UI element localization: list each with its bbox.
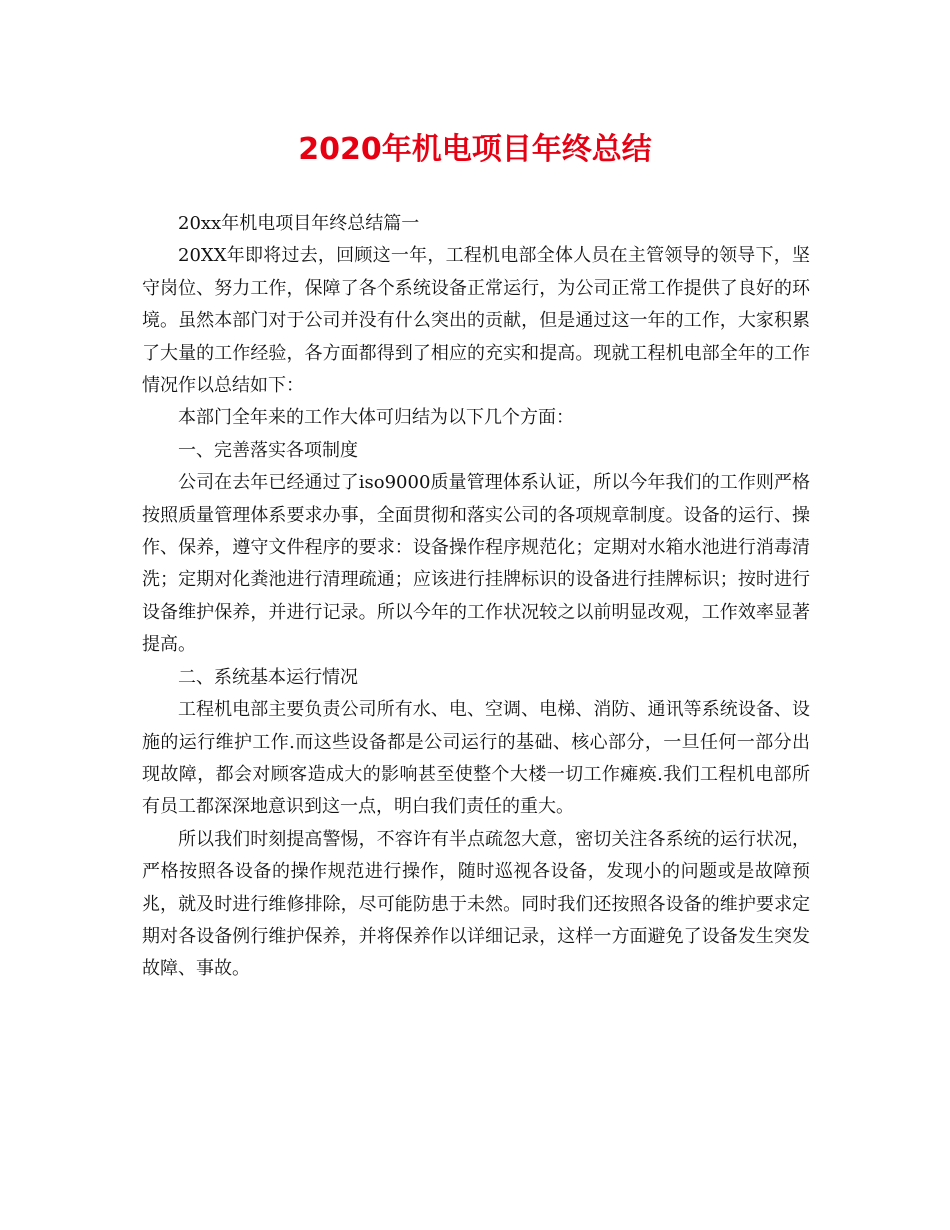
paragraph-section-heading: 20xx年机电项目年终总结篇一: [178, 213, 420, 234]
paragraph-intro: 20XX年即将过去，回顾这一年，工程机电部全体人员在主管领导的领导下，坚守岗位、努力工作，保障了各个系统设备正常运行，为公司正常工作提供了良好的环境。虽然本部门对于公司并没有什么突出的贡献，但是通过这一年的工作，大家积累了大量的工作经验，各方面都得到了相应的充实和提高。现就工程机电部全年的工作情况作以总结如下：: [142, 245, 810, 397]
heading-item-2: 二、系统基本运行情况: [178, 666, 358, 688]
paragraph-overview: 本部门全年来的工作大体可归结为以下几个方面：: [178, 407, 574, 429]
document-body: [142, 208, 810, 986]
page-title: 2020年机电项目年终总结: [298, 132, 652, 167]
paragraph-item-1: 公司在去年已经通过了iso9000质量管理体系认证，所以今年我们的工作则严格按照质量管理体系要求办事，全面贯彻和落实公司的各项规章制度。设备的运行、操作、保养，遵守文件程序的要求：设备操作程序规范化；定期对水箱水池进行消毒清洗；定期对化粪池进行清理疏通；应该进行挂牌标识的设备进行挂牌标识；按时进行设备维护保养，并进行记录。所以今年的工作状况较之以前明显改观，工作效率显著提高。: [142, 472, 810, 656]
heading-item-1: 一、完善落实各项制度: [178, 439, 358, 461]
paragraph-item-2a: 工程机电部主要负责公司所有水、电、空调、电梯、消防、通讯等系统设备、设施的运行维护工作.而这些设备都是公司运行的基础、核心部分，一旦任何一部分出现故障，都会对顾客造成大的影响甚至使整个大楼一切工作瘫痪.我们工程机电部所有员工都深深地意识到这一点，明白我们责任的重大。: [142, 699, 810, 818]
paragraph-item-2b: 所以我们时刻提高警惕，不容许有半点疏忽大意，密切关注各系统的运行状况，严格按照各设备的操作规范进行操作，随时巡视各设备，发现小的问题或是故障预兆，就及时进行维修排除，尽可能防患于未然。同时我们还按照各设备的维护要求定期对各设备例行维护保养，并将保养作以详细记录，这样一方面避免了设备发生突发故障、事故。: [142, 828, 810, 980]
